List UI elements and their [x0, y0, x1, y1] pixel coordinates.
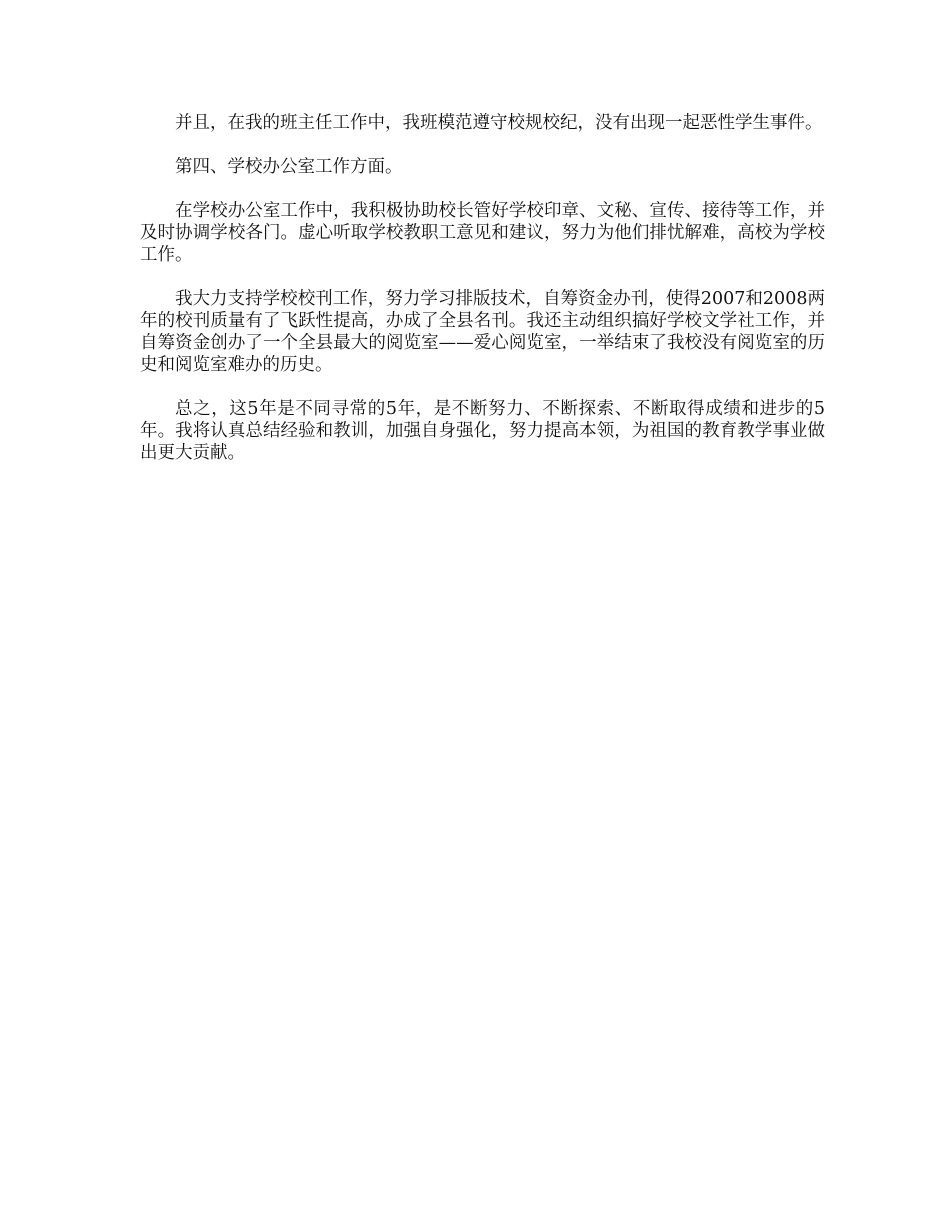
paragraph-school-journal: 我大力支持学校校刊工作，努力学习排版技术，自筹资金办刊，使得2007和2008两年的校刊质量有了飞跃性提高，办成了全县名刊。我还主动组织搞好学校文学社工作，并自筹资金创办了一个全县最大的阅览室——爱心阅览室，一举结束了我校没有阅览室的历史和阅览室难办的历史。	[140, 289, 825, 375]
paragraph-head-teacher-work: 并且，在我的班主任工作中，我班模范遵守校规校纪，没有出现一起恶性学生事件。	[175, 113, 823, 133]
paragraph-office-duties: 在学校办公室工作中，我积极协助校长管好学校印章、文秘、宣传、接待等工作，并及时协调学校各门。虚心听取学校教职工意见和建议，努力为他们排忧解难，高校为学校工作。	[140, 201, 825, 265]
section-heading-office-work: 第四、学校办公室工作方面。	[175, 157, 403, 177]
document-body	[140, 112, 825, 464]
paragraph-conclusion: 总之，这5年是不同寻常的5年，是不断努力、不断探索、不断取得成绩和进步的5年。我将认真总结经验和教训，加强自身强化，努力提高本领，为祖国的教育教学事业做出更大贡献。	[140, 399, 825, 463]
